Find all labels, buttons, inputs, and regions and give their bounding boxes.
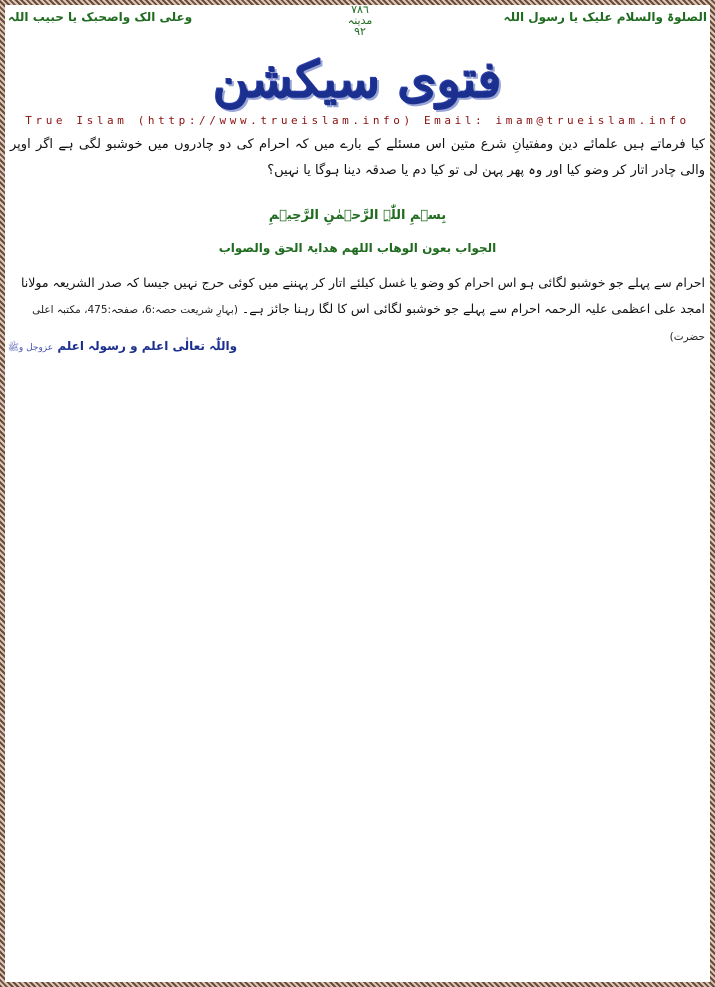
- answer-text: احرام سے پہلے جو خوشبو لگائی ہو اس احرام کو وضو یا غسل کیلئے اتار کر پہننے میں کوئی حرج نہیں جیسا کہ صدر الشریعہ مولانا امجد علی اعظمی علیہ الرحمہ احرام سے پہلے جو خوشبو لگائی اس کا لگا رہنا جائز ہے۔: [20, 275, 705, 316]
- page-title: فتوی سیکشن: [213, 50, 502, 109]
- question-text: کیا فرماتے ہیں علمائے دین ومفتیانِ شرع متین اس مسئلے کے بارے میں کہ احرام کی دو چادروں میں خوشبو لگی ہے اگر اوپر والی چادر اتار کر وضو کیا اور وہ پھر پہن لی تو کیا دم یا صدقہ دینا ہوگا یا نہیں؟: [10, 137, 705, 178]
- closing-honorific: عزوجل وﷺ: [8, 343, 54, 353]
- madina-emblem: [335, 4, 385, 37]
- closing-text: واللّٰہ تعالٰی اعلم و رسولہ اعلم: [57, 339, 238, 353]
- salutation-left: وعلی الک واصحبک یا حبیب اللہ: [8, 10, 193, 24]
- bismillah: بِسۡمِ اللّٰہِ الرَّحۡمٰنِ الرَّحِیۡمِ: [268, 208, 447, 223]
- answer-heading: الجواب بعون الوھاب اللھم ھدایۃ الحق والصواب: [218, 241, 497, 255]
- emblem-number-top: ٧٨٦: [351, 3, 369, 16]
- salutation-right: الصلوۃ والسلام علیک یا رسول اللہ: [503, 10, 707, 24]
- emblem-word: مدینہ: [347, 14, 373, 27]
- closing-line: [8, 339, 237, 355]
- answer-block: [8, 270, 705, 350]
- site-contact-line: True Islam (http://www.trueislam.info) Email: imam@trueislam.info: [25, 114, 690, 127]
- answer-reference: (بہارِ شریعت حصہ:6، صفحہ:475، مکتبہ اعلی حضرت): [32, 304, 705, 343]
- emblem-number-bottom: ٩٢: [354, 25, 366, 38]
